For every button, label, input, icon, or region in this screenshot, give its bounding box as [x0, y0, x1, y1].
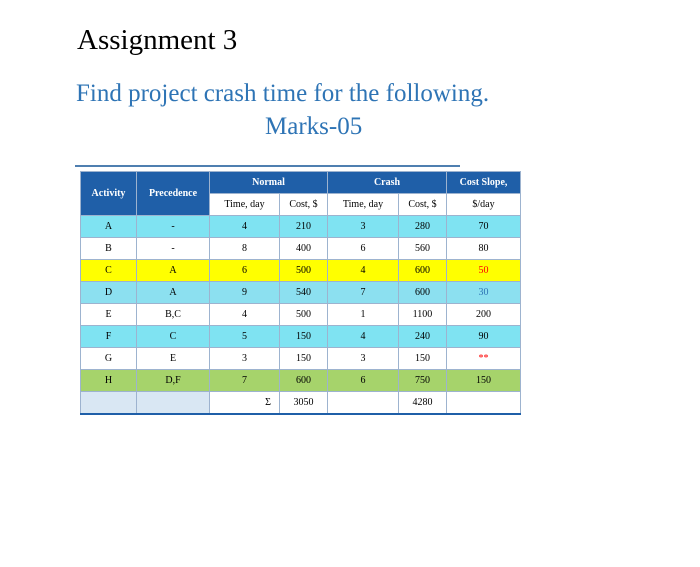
- header-normal-cost: Cost, $: [280, 194, 328, 216]
- crash-cost-cell: 600: [399, 260, 447, 282]
- activity-cell: F: [81, 326, 137, 348]
- blank-cell: [328, 392, 399, 415]
- cost-slope-cell: 80: [447, 238, 521, 260]
- table-row: [81, 216, 521, 238]
- blank-cell: [447, 392, 521, 415]
- normal-cost-cell: 500: [280, 260, 328, 282]
- crash-time-cell: 1: [328, 304, 399, 326]
- crash-time-cell: 7: [328, 282, 399, 304]
- crash-time-cell: 4: [328, 260, 399, 282]
- normal-cost-cell: 600: [280, 370, 328, 392]
- header-slope-unit: $/day: [447, 194, 521, 216]
- question-text: Find project crash time for the following.: [76, 80, 490, 107]
- normal-cost-cell: 210: [280, 216, 328, 238]
- header-crash: Crash: [328, 172, 447, 194]
- header-crash-cost: Cost, $: [399, 194, 447, 216]
- crash-cost-total: 4280: [399, 392, 447, 415]
- cost-slope-cell: **: [447, 348, 521, 370]
- activity-cell: B: [81, 238, 137, 260]
- crash-cost-cell: 750: [399, 370, 447, 392]
- crash-time-cell: 6: [328, 370, 399, 392]
- crash-cost-cell: 150: [399, 348, 447, 370]
- normal-cost-cell: 150: [280, 348, 328, 370]
- normal-time-cell: 5: [210, 326, 280, 348]
- precedence-cell: -: [137, 216, 210, 238]
- table-row: [81, 348, 521, 370]
- table-row: [81, 304, 521, 326]
- precedence-cell: A: [137, 282, 210, 304]
- activity-cell: D: [81, 282, 137, 304]
- crash-cost-cell: 240: [399, 326, 447, 348]
- activity-cell: H: [81, 370, 137, 392]
- activity-cell: G: [81, 348, 137, 370]
- table-row: [81, 326, 521, 348]
- cost-slope-cell: 70: [447, 216, 521, 238]
- activity-cell: C: [81, 260, 137, 282]
- crash-cost-cell: 1100: [399, 304, 447, 326]
- crash-data-table: [80, 171, 521, 415]
- normal-time-cell: 7: [210, 370, 280, 392]
- assignment-title: Assignment 3: [77, 24, 238, 56]
- crash-time-cell: 3: [328, 216, 399, 238]
- precedence-cell: B,C: [137, 304, 210, 326]
- table-row: [81, 260, 521, 282]
- crash-time-cell: 6: [328, 238, 399, 260]
- header-crash-time: Time, day: [328, 194, 399, 216]
- normal-cost-cell: 500: [280, 304, 328, 326]
- normal-cost-total: 3050: [280, 392, 328, 415]
- cost-slope-cell: 90: [447, 326, 521, 348]
- precedence-cell: -: [137, 238, 210, 260]
- crash-cost-cell: 560: [399, 238, 447, 260]
- crash-cost-cell: 280: [399, 216, 447, 238]
- marks-label: Marks-05: [265, 113, 363, 140]
- cost-slope-cell: 50: [447, 260, 521, 282]
- precedence-cell: E: [137, 348, 210, 370]
- precedence-cell: D,F: [137, 370, 210, 392]
- cost-slope-cell: 200: [447, 304, 521, 326]
- header-normal: Normal: [210, 172, 328, 194]
- totals-row: [81, 392, 521, 415]
- header-precedence: Precedence: [137, 172, 210, 216]
- normal-time-cell: 6: [210, 260, 280, 282]
- normal-time-cell: 4: [210, 304, 280, 326]
- sigma-symbol: Σ: [210, 392, 280, 415]
- precedence-cell: A: [137, 260, 210, 282]
- normal-cost-cell: 150: [280, 326, 328, 348]
- cost-slope-cell: 150: [447, 370, 521, 392]
- crash-time-cell: 4: [328, 326, 399, 348]
- header-activity: Activity: [81, 172, 137, 216]
- table-row: [81, 370, 521, 392]
- crash-time-cell: 3: [328, 348, 399, 370]
- normal-time-cell: 9: [210, 282, 280, 304]
- activity-cell: E: [81, 304, 137, 326]
- header-normal-time: Time, day: [210, 194, 280, 216]
- header-cost-slope: Cost Slope,: [447, 172, 521, 194]
- normal-time-cell: 8: [210, 238, 280, 260]
- table-row: [81, 238, 521, 260]
- crash-cost-cell: 600: [399, 282, 447, 304]
- divider-line: [75, 165, 460, 167]
- precedence-cell: C: [137, 326, 210, 348]
- table-row: [81, 282, 521, 304]
- blank-cell: [137, 392, 210, 415]
- normal-cost-cell: 400: [280, 238, 328, 260]
- activity-cell: A: [81, 216, 137, 238]
- normal-cost-cell: 540: [280, 282, 328, 304]
- normal-time-cell: 3: [210, 348, 280, 370]
- blank-cell: [81, 392, 137, 415]
- cost-slope-cell: 30: [447, 282, 521, 304]
- normal-time-cell: 4: [210, 216, 280, 238]
